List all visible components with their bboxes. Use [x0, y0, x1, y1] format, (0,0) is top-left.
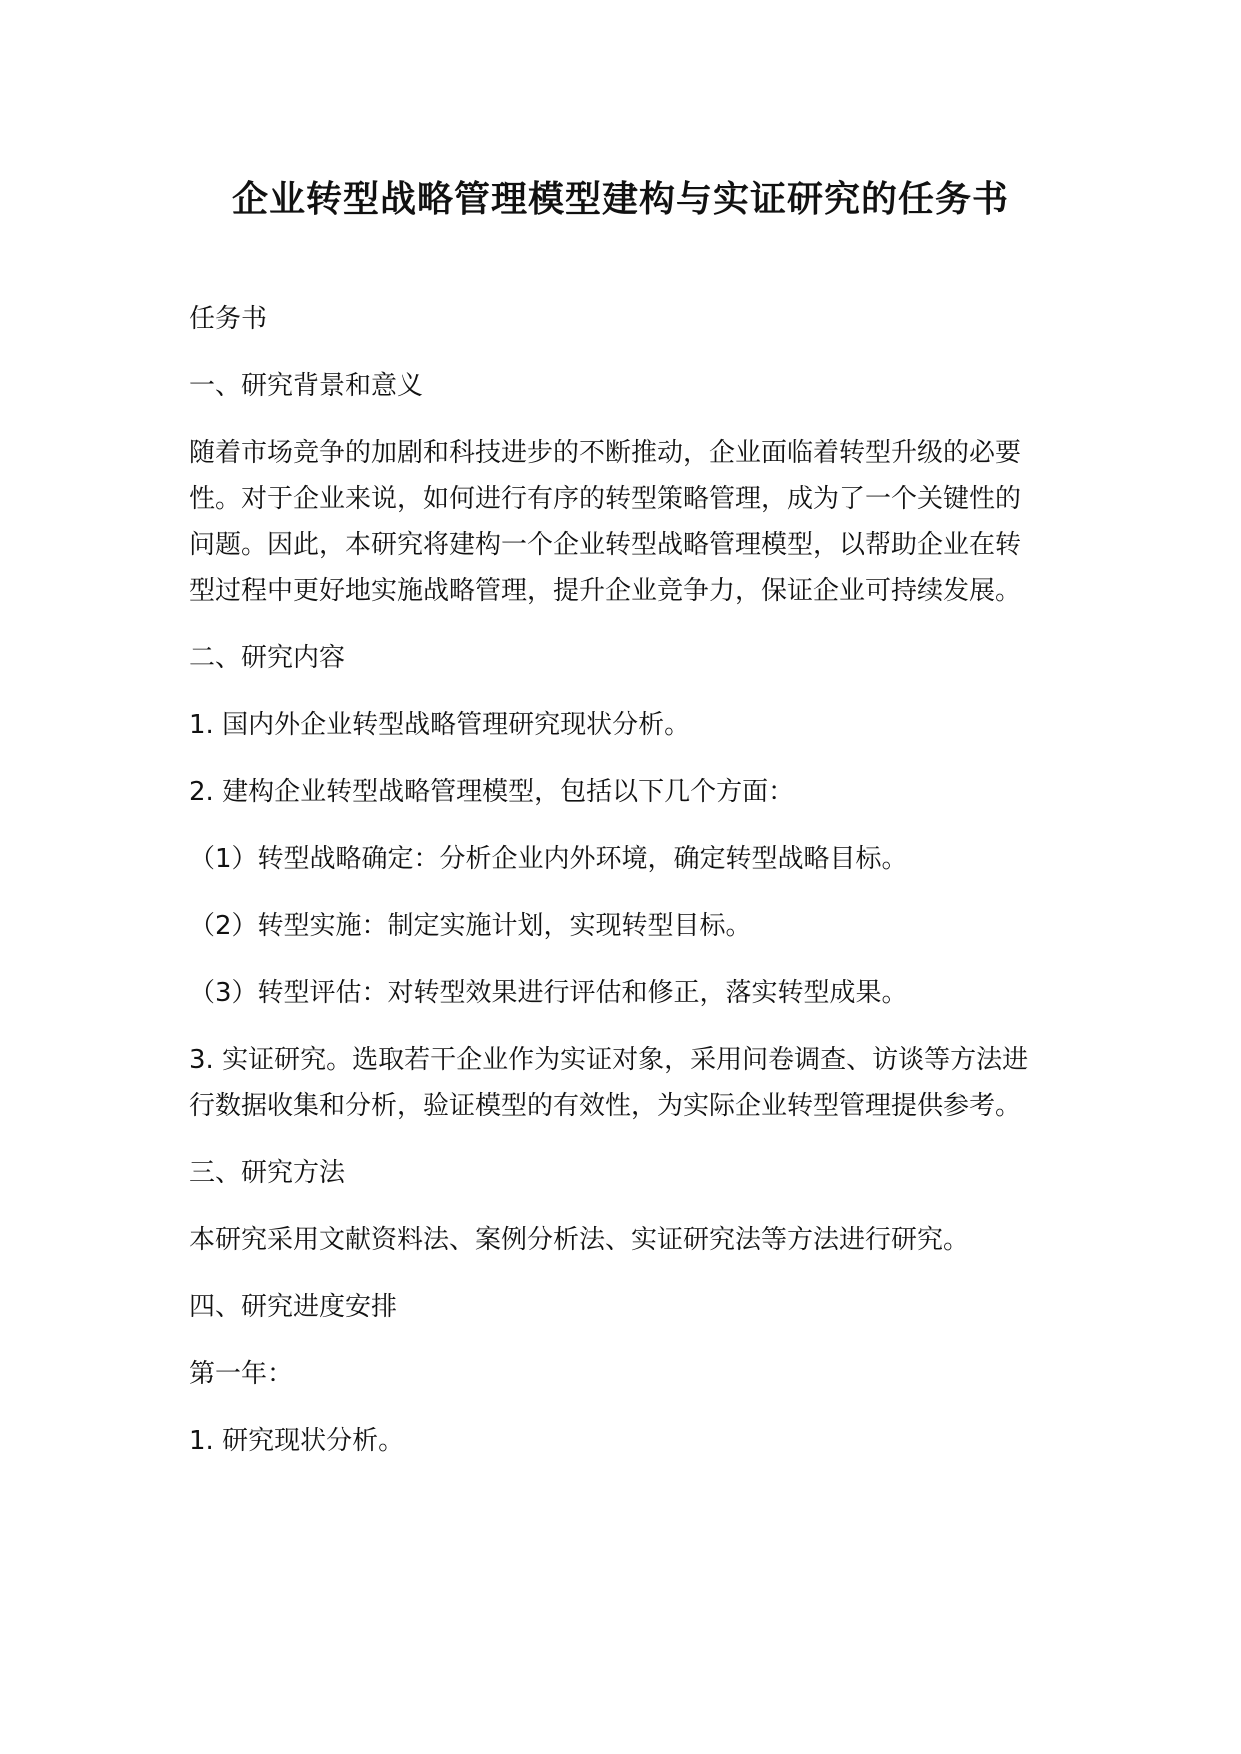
document-title: 企业转型战略管理模型建构与实证研究的任务书: [231, 179, 1009, 220]
list-item-content-2: 2. 建构企业转型战略管理模型，包括以下几个方面：: [189, 777, 795, 807]
schedule-year-one: 第一年：: [189, 1359, 294, 1389]
sub-item-evaluation: （3）转型评估：对转型效果进行评估和修正，落实转型成果。: [189, 978, 908, 1008]
paragraph-background: 随着市场竞争的加剧和科技进步的不断推动，企业面临着转型升级的必要性。对于企业来说，如何进行有序的转型策略管理，成为了一个关键性的问题。因此，本研究将建构一个企业转型战略管理模型，以帮助企业在转型过程中更好地实施战略管理，提升企业竞争力，保证企业可持续发展。: [189, 438, 1022, 606]
list-item-content-3: 3. 实证研究。选取若干企业作为实证对象，采用问卷调查、访谈等方法进行数据收集和分析，验证模型的有效性，为实际企业转型管理提供参考。: [189, 1045, 1029, 1121]
list-item-content-1: 1. 国内外企业转型战略管理研究现状分析。: [189, 710, 691, 740]
section-heading-methods: 三、研究方法: [189, 1158, 346, 1188]
sub-item-implementation: （2）转型实施：制定实施计划，实现转型目标。: [189, 911, 752, 941]
section-heading-schedule: 四、研究进度安排: [189, 1292, 398, 1322]
sub-item-strategy: （1）转型战略确定：分析企业内外环境，确定转型战略目标。: [189, 844, 908, 874]
section-heading-background: 一、研究背景和意义: [189, 371, 424, 401]
paragraph-methods: 本研究采用文献资料法、案例分析法、实证研究法等方法进行研究。: [189, 1225, 970, 1255]
subtitle-task-book: 任务书: [189, 304, 268, 334]
schedule-item-1: 1. 研究现状分析。: [189, 1426, 405, 1456]
document-body: [189, 296, 1039, 1485]
section-heading-content: 二、研究内容: [189, 643, 346, 673]
